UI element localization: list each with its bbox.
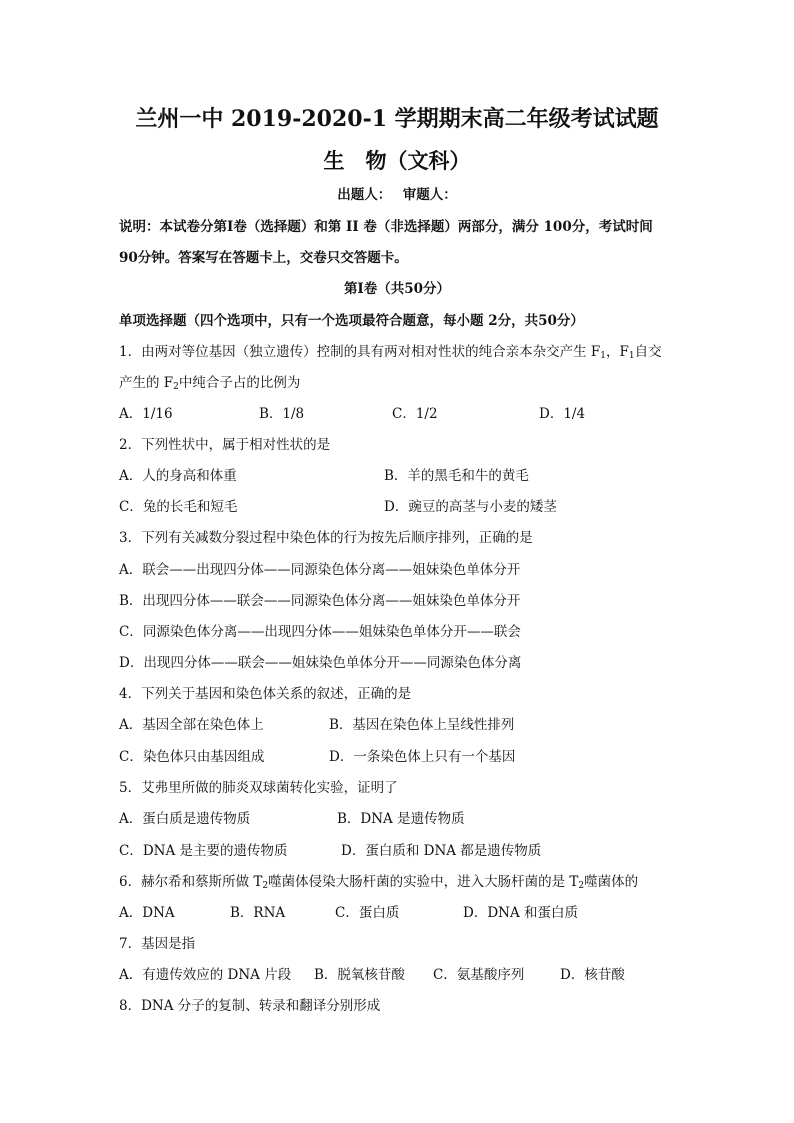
question-3-option-d: D．出现四分体——联会——姐妹染色单体分开——同源染色体分离 xyxy=(119,655,522,671)
question-7-option-b: B．脱氧核苷酸 xyxy=(314,967,405,983)
question-1-option-a: A．1/16 xyxy=(119,406,173,422)
question-2-option-d: D．豌豆的高茎与小麦的矮茎 xyxy=(384,499,557,515)
question-2-stem: 2．下列性状中，属于相对性状的是 xyxy=(119,437,331,453)
authors-line: 出题人： 审题人： xyxy=(337,187,457,203)
question-2-option-b: B．羊的黑毛和牛的黄毛 xyxy=(384,468,529,484)
question-7-option-d: D．核苷酸 xyxy=(560,967,625,983)
question-5-option-a: A．蛋白质是遗传物质 xyxy=(119,811,251,827)
question-5-option-c: C．DNA 是主要的遗传物质 xyxy=(119,843,288,859)
question-5-option-b: B．DNA 是遗传物质 xyxy=(337,811,465,827)
instructions-line-1: 说明：本试卷分第Ⅰ卷（选择题）和第 II 卷（非选择题）两部分，满分 100分，考试时间 xyxy=(119,219,653,235)
question-2-option-c: C．兔的长毛和短毛 xyxy=(119,499,238,515)
question-6-option-d: D．DNA 和蛋白质 xyxy=(463,905,579,921)
instructions-line-2: 90分钟。答案写在答题卡上，交卷只交答题卡。 xyxy=(119,250,408,266)
question-4-stem: 4．下列关于基因和染色体关系的叙述，正确的是 xyxy=(119,686,412,702)
section-title: 第Ⅰ卷（共50分） xyxy=(343,281,451,297)
section-heading: 单项选择题（四个选项中，只有一个选项最符合题意，每小题 2分，共50分） xyxy=(119,313,584,329)
question-3-option-a: A．联会——出现四分体——同源染色体分离——姐妹染色单体分开 xyxy=(119,562,521,578)
question-5-option-d: D．蛋白质和 DNA 都是遗传物质 xyxy=(341,843,542,859)
question-4-option-b: B．基因在染色体上呈线性排列 xyxy=(329,717,515,733)
question-6-option-b: B．RNA xyxy=(230,905,286,921)
question-7-stem: 7．基因是指 xyxy=(119,936,196,952)
question-8-stem: 8．DNA 分子的复制、转录和翻译分别形成 xyxy=(119,998,381,1014)
question-1-option-b: B．1/8 xyxy=(259,406,305,422)
question-4-option-c: C．染色体只由基因组成 xyxy=(119,749,265,765)
question-6-option-a: A．DNA xyxy=(119,905,175,921)
question-3-option-b: B．出现四分体——联会——同源染色体分离——姐妹染色单体分开 xyxy=(119,593,521,609)
question-5-stem: 5．艾弗里所做的肺炎双球菌转化实验，证明了 xyxy=(119,780,398,796)
question-3-option-c: C．同源染色体分离——出现四分体——姐妹染色单体分开——联会 xyxy=(119,624,521,640)
subject-title: 生 物（文科） xyxy=(323,148,471,173)
question-4-option-a: A．基因全部在染色体上 xyxy=(119,717,264,733)
question-3-stem: 3．下列有关减数分裂过程中染色体的行为按先后顺序排列，正确的是 xyxy=(119,530,533,546)
question-1-stem-cont: 产生的 $F_2$中纯合子占的比例为 xyxy=(119,375,301,392)
question-7-option-c: C．氨基酸序列 xyxy=(433,967,525,983)
question-1-stem: 1．由两对等位基因（独立遗传）控制的具有两对相对性状的纯合亲本杂交产生 $F_1$，$F_1$自交 xyxy=(119,344,662,361)
question-1-option-d: D．1/4 xyxy=(539,406,586,422)
question-1-option-c: C．1/2 xyxy=(392,406,438,422)
question-4-option-d: D．一条染色体上只有一个基因 xyxy=(329,749,516,765)
question-6-option-c: C．蛋白质 xyxy=(335,905,400,921)
question-7-option-a: A．有遗传效应的 DNA 片段 xyxy=(119,967,292,983)
page-title: 兰州一中 2019-2020-1 学期期末高二年级考试试题 xyxy=(135,106,659,132)
question-2-option-a: A．人的身高和体重 xyxy=(119,468,237,484)
question-6-stem: 6．赫尔希和蔡斯所做 $T_2$噬菌体侵染大肠杆菌的实验中，进入大肠杆菌的是 $T_2$噬菌体的 xyxy=(119,874,639,891)
